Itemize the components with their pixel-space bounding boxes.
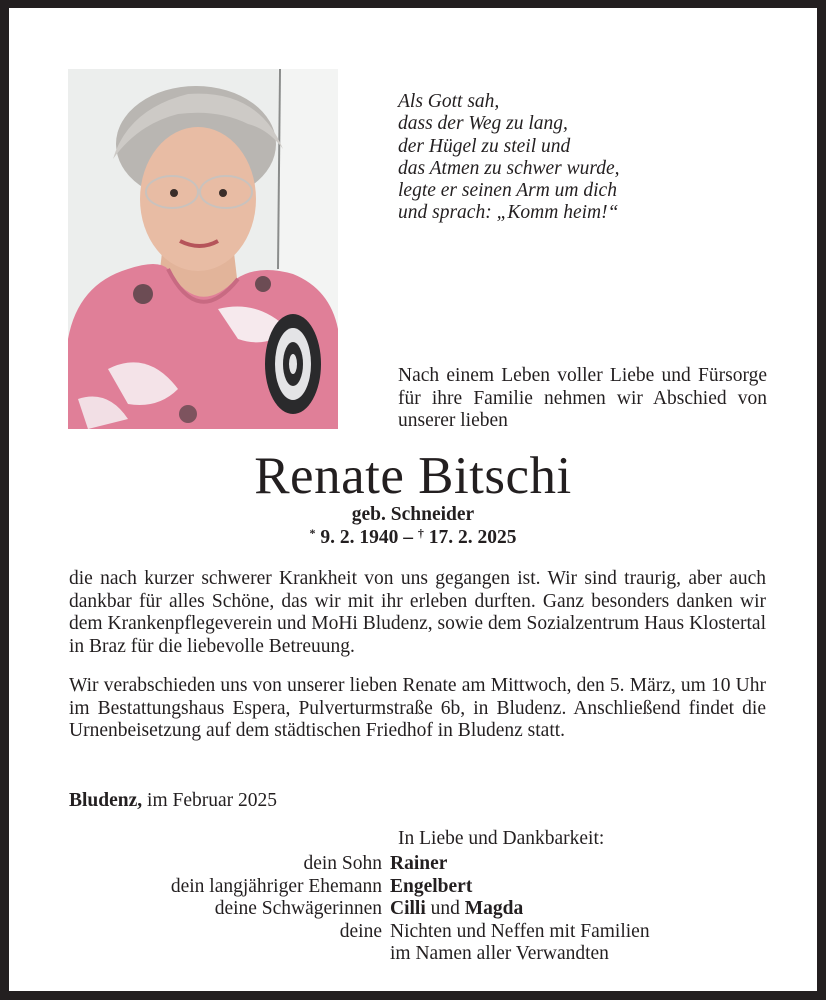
poem-line: dass der Weg zu lang, [398,113,568,135]
place: Bludenz, [69,790,143,811]
mourner-text: im Namen aller Verwandten [390,943,609,964]
mourner-text: Nichten und Neffen mit Familien [390,920,650,942]
body-paragraph-2: Wir verabschieden uns von unserer lieben Renate am Mittwoch, den 5. März, um 10 Uhr im Bestattungshaus Espera, Pulverturmstraße 6b, in Bludenz. Anschließend findet die Urnenbeisetzung auf dem städtischen Friedhof in Bludenz statt. [69,675,766,741]
mourners-list [9,853,817,966]
poem-line: der Hügel zu steil und [398,135,571,157]
poem-line: das Atmen zu schwer wurde, [398,157,620,179]
mourner-name: Rainer [390,853,448,874]
mourner-row [9,898,817,921]
mourner-row [9,921,817,944]
birth-star-icon: * [309,526,316,540]
date: im Februar 2025 [142,790,278,811]
poem-line: legte er seinen Arm um dich [398,180,617,202]
mourner-name: Magda [464,898,524,919]
obituary-page [9,8,817,991]
relation: dein Sohn [303,853,382,874]
portrait-photo [68,69,338,429]
mourner-name: Engelbert [390,875,473,897]
mourner-row [9,876,817,899]
mourner-name: Cilli [390,898,426,919]
poem [398,91,620,225]
mourners-heading: In Liebe und Dankbarkeit: [398,828,605,849]
mourner-row [9,943,817,966]
poem-line: Als Gott sah, [398,91,500,112]
deceased-name: Renate Bitschi [254,447,572,505]
relation: deine [339,920,382,942]
body-paragraph-1: die nach kurzer schwerer Krankheit von uns gegangen ist. Wir sind traurig, aber auch dankbar für alles Schöne, das wir mit ihr erleben durften. Ganz besonders danken wir dem Krankenpflegeverein und MoHi Bludenz, sowie dem Sozialzentrum Haus Klostertal in Braz für die liebevolle Betreuung. [69,568,766,657]
life-dates [9,526,817,550]
place-date [69,789,277,813]
intro-text: Nach einem Leben voller Liebe und Fürsorge für ihre Familie nehmen wir Abschied von unserer lieben [398,365,767,431]
maiden-name: geb. Schneider [351,504,475,525]
relation [9,943,390,966]
joiner: und [425,898,465,919]
death-cross-icon: † [417,526,424,540]
poem-line: und sprach: „Komm heim!“ [398,202,619,224]
mourner-row [9,853,817,876]
birth-date: 9. 2. 1940 – [315,527,418,548]
relation: deine Schwägerinnen [214,898,382,919]
death-date: 17. 2. 2025 [423,527,517,548]
relation: dein langjähriger Ehemann [170,875,382,897]
